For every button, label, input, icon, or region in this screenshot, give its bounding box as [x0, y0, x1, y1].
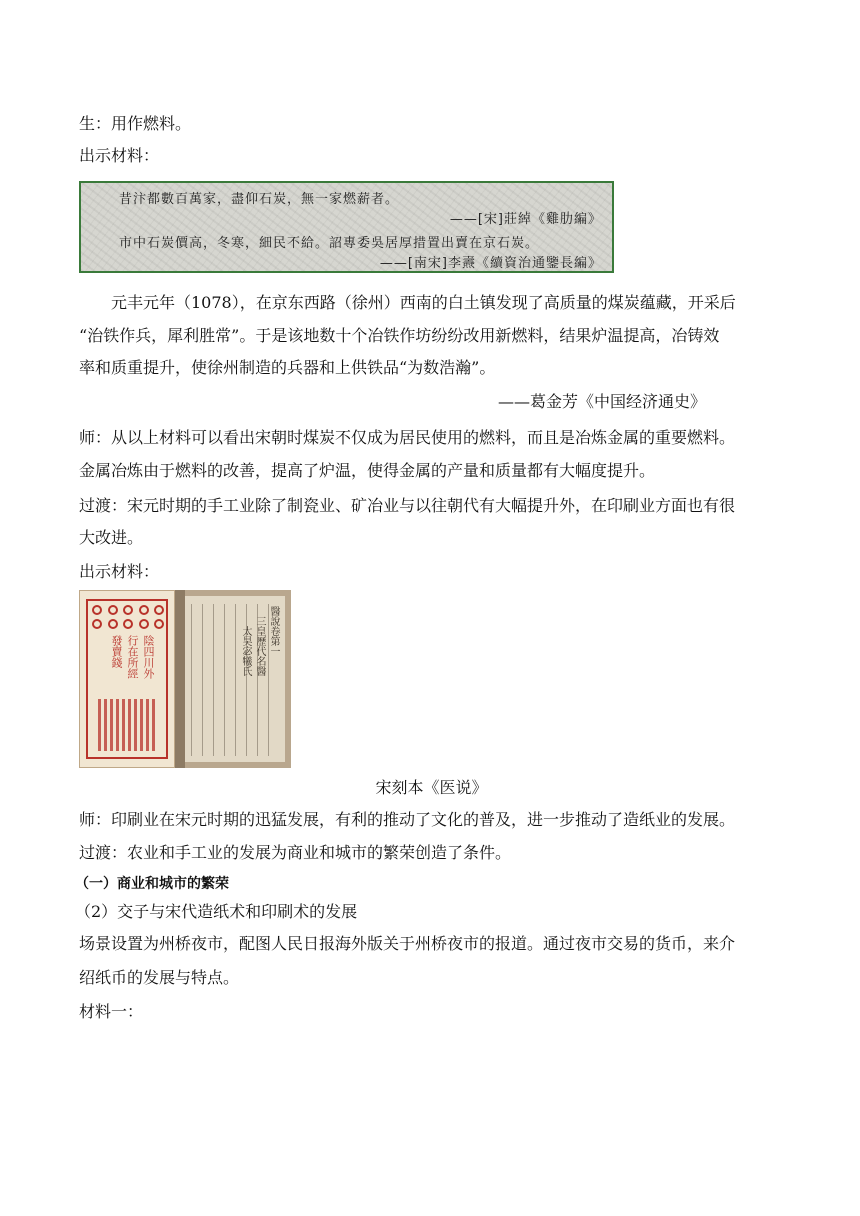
coin-pattern	[92, 605, 164, 615]
coin-icon	[108, 619, 118, 629]
coin-icon	[154, 619, 164, 629]
citation: ——葛金芳《中国经济通史》	[497, 392, 706, 411]
paragraph-line: 绍纸币的发展与特点。	[79, 968, 240, 987]
book-subtitle-text: 三皇歷代名醫	[254, 616, 265, 676]
paragraph-line: 率和质重提升，使徐州制造的兵器和上供铁品“为数浩瀚”。	[79, 358, 496, 377]
subsection-heading: （2）交子与宋代造纸术和印刷术的发展	[75, 902, 358, 921]
book-page	[185, 596, 285, 762]
student-answer: 生：用作燃料。	[79, 114, 192, 133]
coin-icon	[123, 619, 133, 629]
quote-calligraphy-image	[79, 181, 614, 273]
printed-notice-image	[79, 590, 175, 768]
coin-icon	[139, 619, 149, 629]
print-text: 行在所經	[126, 635, 139, 679]
transition-line: 过渡：宋元时期的手工业除了制瓷业、矿冶业与以往朝代有大幅提升外，在印刷业方面也有很	[79, 496, 736, 515]
image-caption: 宋刻本《医说》	[375, 778, 488, 797]
coin-icon	[108, 605, 118, 615]
paragraph-line: 场景设置为州桥夜市，配图人民日报海外版关于州桥夜市的报道。通过夜市交易的货币，来介	[79, 934, 736, 953]
coin-icon	[92, 619, 102, 629]
material-label: 材料一：	[79, 1002, 144, 1021]
book-body-text: 太昊宓犧氏	[240, 626, 251, 676]
transition-line: 过渡：农业和手工业的发展为商业和城市的繁荣创造了条件。	[79, 843, 512, 862]
quote-line-1: 昔汴都數百萬家，盡仰石炭，無一家燃薪者。	[119, 192, 400, 207]
teacher-line: 师：印刷业在宋元时期的迅猛发展，有利的推动了文化的普及，进一步推动了造纸业的发展。	[79, 810, 736, 829]
paragraph-line: 元丰元年（1078），在京东西路（徐州）西南的白土镇发现了高质量的煤炭蕴藏，开采后	[111, 293, 736, 312]
quote-line-2: 市中石炭價高，冬寒，細民不給。詔專委吳居厚措置出賣在京石炭。	[119, 236, 540, 251]
print-text: 陰四川外	[142, 635, 155, 679]
coin-icon	[123, 605, 133, 615]
teacher-line: 师：从以上材料可以看出宋朝时煤炭不仅成为居民使用的燃料，而且是冶炼金属的重要燃料。	[79, 428, 736, 447]
print-text: 發賣錢	[110, 635, 123, 668]
coin-icon	[92, 605, 102, 615]
coin-pattern	[92, 619, 164, 629]
red-print-frame	[86, 599, 168, 759]
coin-icon	[139, 605, 149, 615]
teacher-line: 金属冶炼由于燃料的改善，提高了炉温，使得金属的产量和质量都有大幅度提升。	[79, 461, 656, 480]
quote-source-1: ——[宋]莊綽《雞肋編》	[449, 212, 602, 227]
column-rules	[191, 604, 279, 756]
book-spine	[175, 590, 185, 768]
coin-icon	[154, 605, 164, 615]
woodcut-figures	[98, 699, 156, 751]
book-title-text: 醫說卷第一	[268, 606, 279, 656]
medical-book-image	[175, 590, 291, 768]
transition-line: 大改进。	[79, 528, 144, 547]
show-material-label: 出示材料：	[79, 562, 160, 581]
quote-source-2: ——[南宋]李燾《續資治通鑒長編》	[379, 256, 602, 271]
paragraph-line: “治铁作兵，犀利胜常”。于是该地数十个冶铁作坊纷纷改用新燃料，结果炉温提高，冶铸效	[79, 326, 720, 345]
section-heading: （一）商业和城市的繁荣	[75, 876, 229, 892]
show-material-label: 出示材料：	[79, 146, 160, 165]
